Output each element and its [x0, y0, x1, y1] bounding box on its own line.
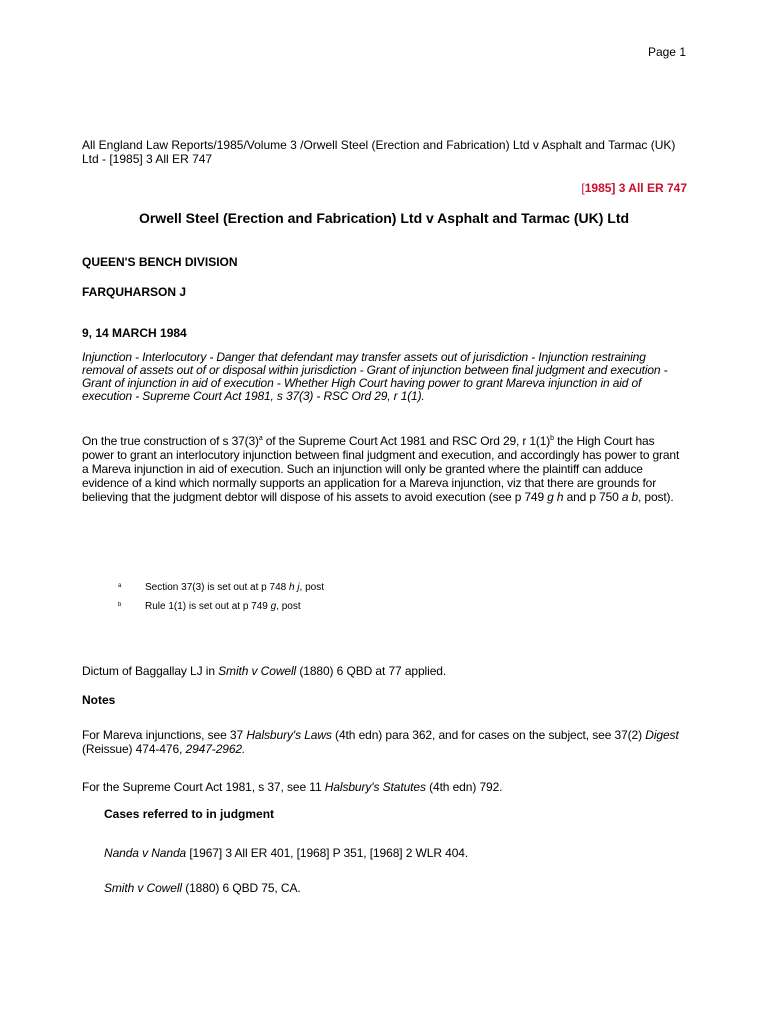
footnote-text [145, 601, 301, 613]
notes-text: For the Supreme Court Act 1981, s 37, see 11 [82, 780, 325, 794]
headnote-text: the High Court has power to grant an interlocutory injunction between final judgment and execution, and accordingly has power to grant a Mareva injunction in aid of execution. Such an injunction will only be granted where the plaintiff can adduce evidence of a kind which normally supports an application for a Mareva injunction, viz that there are grounds for believing that the judgment debtor will dispose of his assets to avoid execution (see p 749 [82, 434, 680, 504]
case-citation-text: (1880) 6 QBD 75, CA. [181, 881, 301, 895]
cases-heading: Cases referred to in judgment [104, 807, 275, 821]
judge-name: FARQUHARSON J [82, 285, 187, 299]
case-citation [581, 180, 687, 196]
notes-text: (Reissue) 474-476, [82, 742, 186, 756]
notes-paragraph-2 [82, 780, 688, 794]
footnote-text-part: Section 37(3) is set out at p 748 [145, 582, 289, 593]
headnote-text: , post). [638, 490, 674, 504]
report-source-line: All England Law Reports/1985/Volume 3 /Orwell Steel (Erection and Fabrication) Ltd v Asphalt and Tarmac (UK) Ltd - [1985] 3 All ER 747 [82, 138, 676, 166]
headnote-text: and p 750 [563, 490, 622, 504]
case-name: Smith v Cowell [104, 881, 182, 895]
hearing-dates: 9, 14 MARCH 1984 [82, 326, 187, 340]
case-citation-text: [1967] 3 All ER 401, [1968] P 351, [1968] 2 WLR 404. [186, 846, 469, 860]
publication-title: Halsbury's Statutes [324, 780, 426, 794]
publication-title: Digest [645, 728, 679, 742]
citation-bracket: [ [581, 181, 585, 195]
page-ref: h j [288, 582, 300, 593]
case-title: Orwell Steel (Erection and Fabrication) Ltd v Asphalt and Tarmac (UK) Ltd [138, 210, 630, 226]
footnote-text-part: , post [299, 582, 325, 593]
notes-paragraph-1 [82, 728, 688, 756]
page-ref: g h [547, 490, 564, 504]
dictum-text: (1880) 6 QBD at 77 applied. [296, 664, 447, 678]
case-reference [104, 881, 688, 895]
catchwords: Injunction - Interlocutory - Danger that defendant may transfer assets out of jurisdiction - Injunction restraining removal of assets out of or disposal within jurisdiction - Grant of injunction between final judgment and execution - Grant of injunction in aid of execution - Whether High Court having power to grant Mareva injunction in aid of execution - Supreme Court Act 1981, s 37(3) - RSC Ord 29, r 1(1). [82, 350, 668, 403]
headnote [82, 434, 688, 504]
dictum-paragraph [82, 664, 688, 678]
notes-text: (4th edn) para 362, and for cases on the subject, see 37(2) [331, 728, 646, 742]
footnote-mark: a [118, 583, 122, 589]
citation-text: 1985] 3 All ER 747 [584, 181, 687, 195]
notes-text: (4th edn) 792. [425, 780, 503, 794]
footnote-text-part: Rule 1(1) is set out at p 749 [145, 601, 271, 612]
footnote-mark: b [118, 602, 122, 608]
footnote-ref-b: b [550, 435, 554, 442]
notes-text: For Mareva injunctions, see 37 [82, 728, 247, 742]
page-ref: a b [621, 490, 639, 504]
notes-heading: Notes [82, 693, 116, 707]
publication-title: Halsbury's Laws [246, 728, 332, 742]
footnote-text [145, 582, 324, 594]
case-name: Smith v Cowell [218, 664, 297, 678]
dictum-text: Dictum of Baggallay LJ in [82, 664, 219, 678]
case-range: 2947-2962. [185, 742, 246, 756]
page-ref: g [270, 601, 277, 612]
footnote-text-part: , post [276, 601, 301, 612]
court-division: QUEEN'S BENCH DIVISION [82, 255, 238, 269]
page-number: Page 1 [647, 45, 686, 59]
case-name: Nanda v Nanda [104, 846, 187, 860]
case-reference [104, 846, 688, 860]
headnote-text: of the Supreme Court Act 1981 and RSC Ord 29, r 1(1) [262, 434, 551, 448]
footnote-ref-a: a [258, 435, 263, 442]
headnote-text: On the true construction of s 37(3) [82, 434, 259, 448]
